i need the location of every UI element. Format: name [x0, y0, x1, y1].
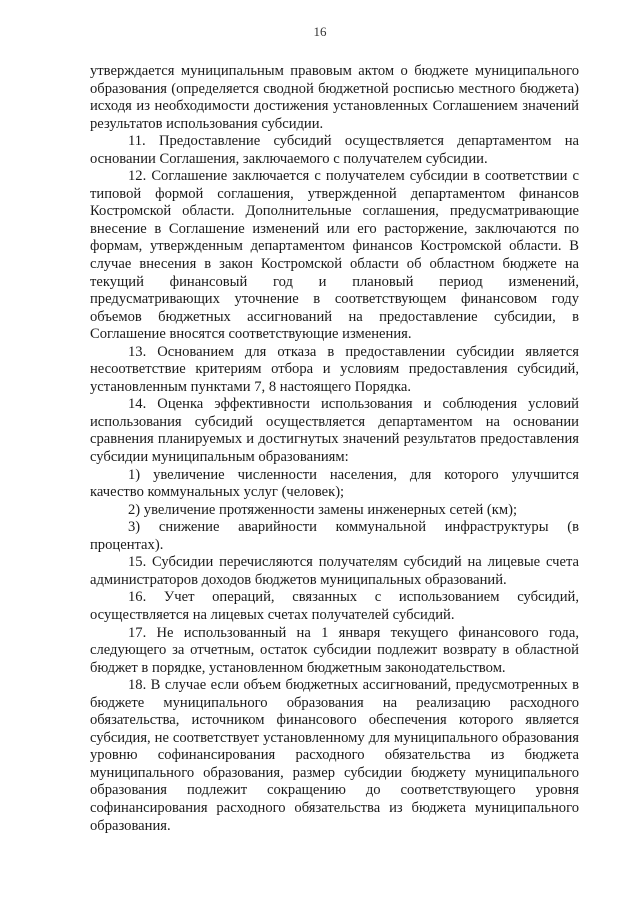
paragraph-item: 17. Не использованный на 1 января текущего финансового года, следующего за отчетным, остаток субсидии подлежит возврату в областной бюджет в порядке, установленном бюджетным законодательством. [90, 624, 579, 676]
document-body [90, 63, 579, 835]
list-subitem: 3) снижение аварийности коммунальной инфраструктуры (в процентах). [90, 519, 579, 553]
paragraph-item: 14. Оценка эффективности использования и соблюдения условий использования субсидий осуществляется департаментом на основании сравнения планируемых и достигнутых значений результатов предоставления субсидии муниципальным образованиям: [90, 396, 579, 466]
paragraph-item: 18. В случае если объем бюджетных ассигнований, предусмотренных в бюджете муниципального образования на реализацию расходного обязательства, источником финансового обеспечения которого является субсидия, не соответствует установленному для муниципального образования уровню софинансирования расходного обязательства из бюджета муниципального образования, размер субсидии бюджету муниципального образования подлежит сокращению до соответствующего уровня софинансирования расходного обязательства из бюджета муниципального образования. [90, 677, 579, 834]
page-number: 16 [313, 24, 327, 39]
paragraph-item: 16. Учет операций, связанных с использованием субсидий, осуществляется на лицевых счетах получателей субсидий. [90, 589, 579, 623]
list-subitem: 1) увеличение численности населения, для которого улучшится качество коммунальных услуг (человек); [90, 466, 579, 501]
paragraph-item: 11. Предоставление субсидий осуществляется департаментом на основании Соглашения, заключаемого с получателем субсидии. [90, 133, 579, 167]
paragraph-item: 13. Основанием для отказа в предоставлении субсидии является несоответствие критериям отбора и условиям предоставления субсидий, установленным пунктами 7, 8 настоящего Порядка. [90, 343, 579, 395]
paragraph-continuation: утверждается муниципальным правовым актом о бюджете муниципального образования (определяется сводной бюджетной росписью местного бюджета) исходя из необходимости достижения установленных Соглашением значений результатов использования субсидии. [90, 63, 579, 132]
list-subitem: 2) увеличение протяженности замены инженерных сетей (км); [128, 501, 518, 518]
paragraph-item: 12. Соглашение заключается с получателем субсидии в соответствии с типовой формой соглашения, утвержденной департаментом финансов Костромской области. Дополнительные соглашения, предусматривающие внесение в Соглашение изменений или его расторжение, заключаются по формам, утвержденным департаментом финансов Костромской области. В случае внесения в закон Костромской области об областном бюджете на текущий финансовый год и плановый период изменений, предусматривающих уточнение в соответствующем финансовом году объемов бюджетных ассигнований на предоставление субсидии, в Соглашение вносятся соответствующие изменения. [90, 168, 579, 343]
paragraph-item: 15. Субсидии перечисляются получателям субсидий на лицевые счета администраторов доходов бюджетов муниципальных образований. [90, 554, 579, 588]
